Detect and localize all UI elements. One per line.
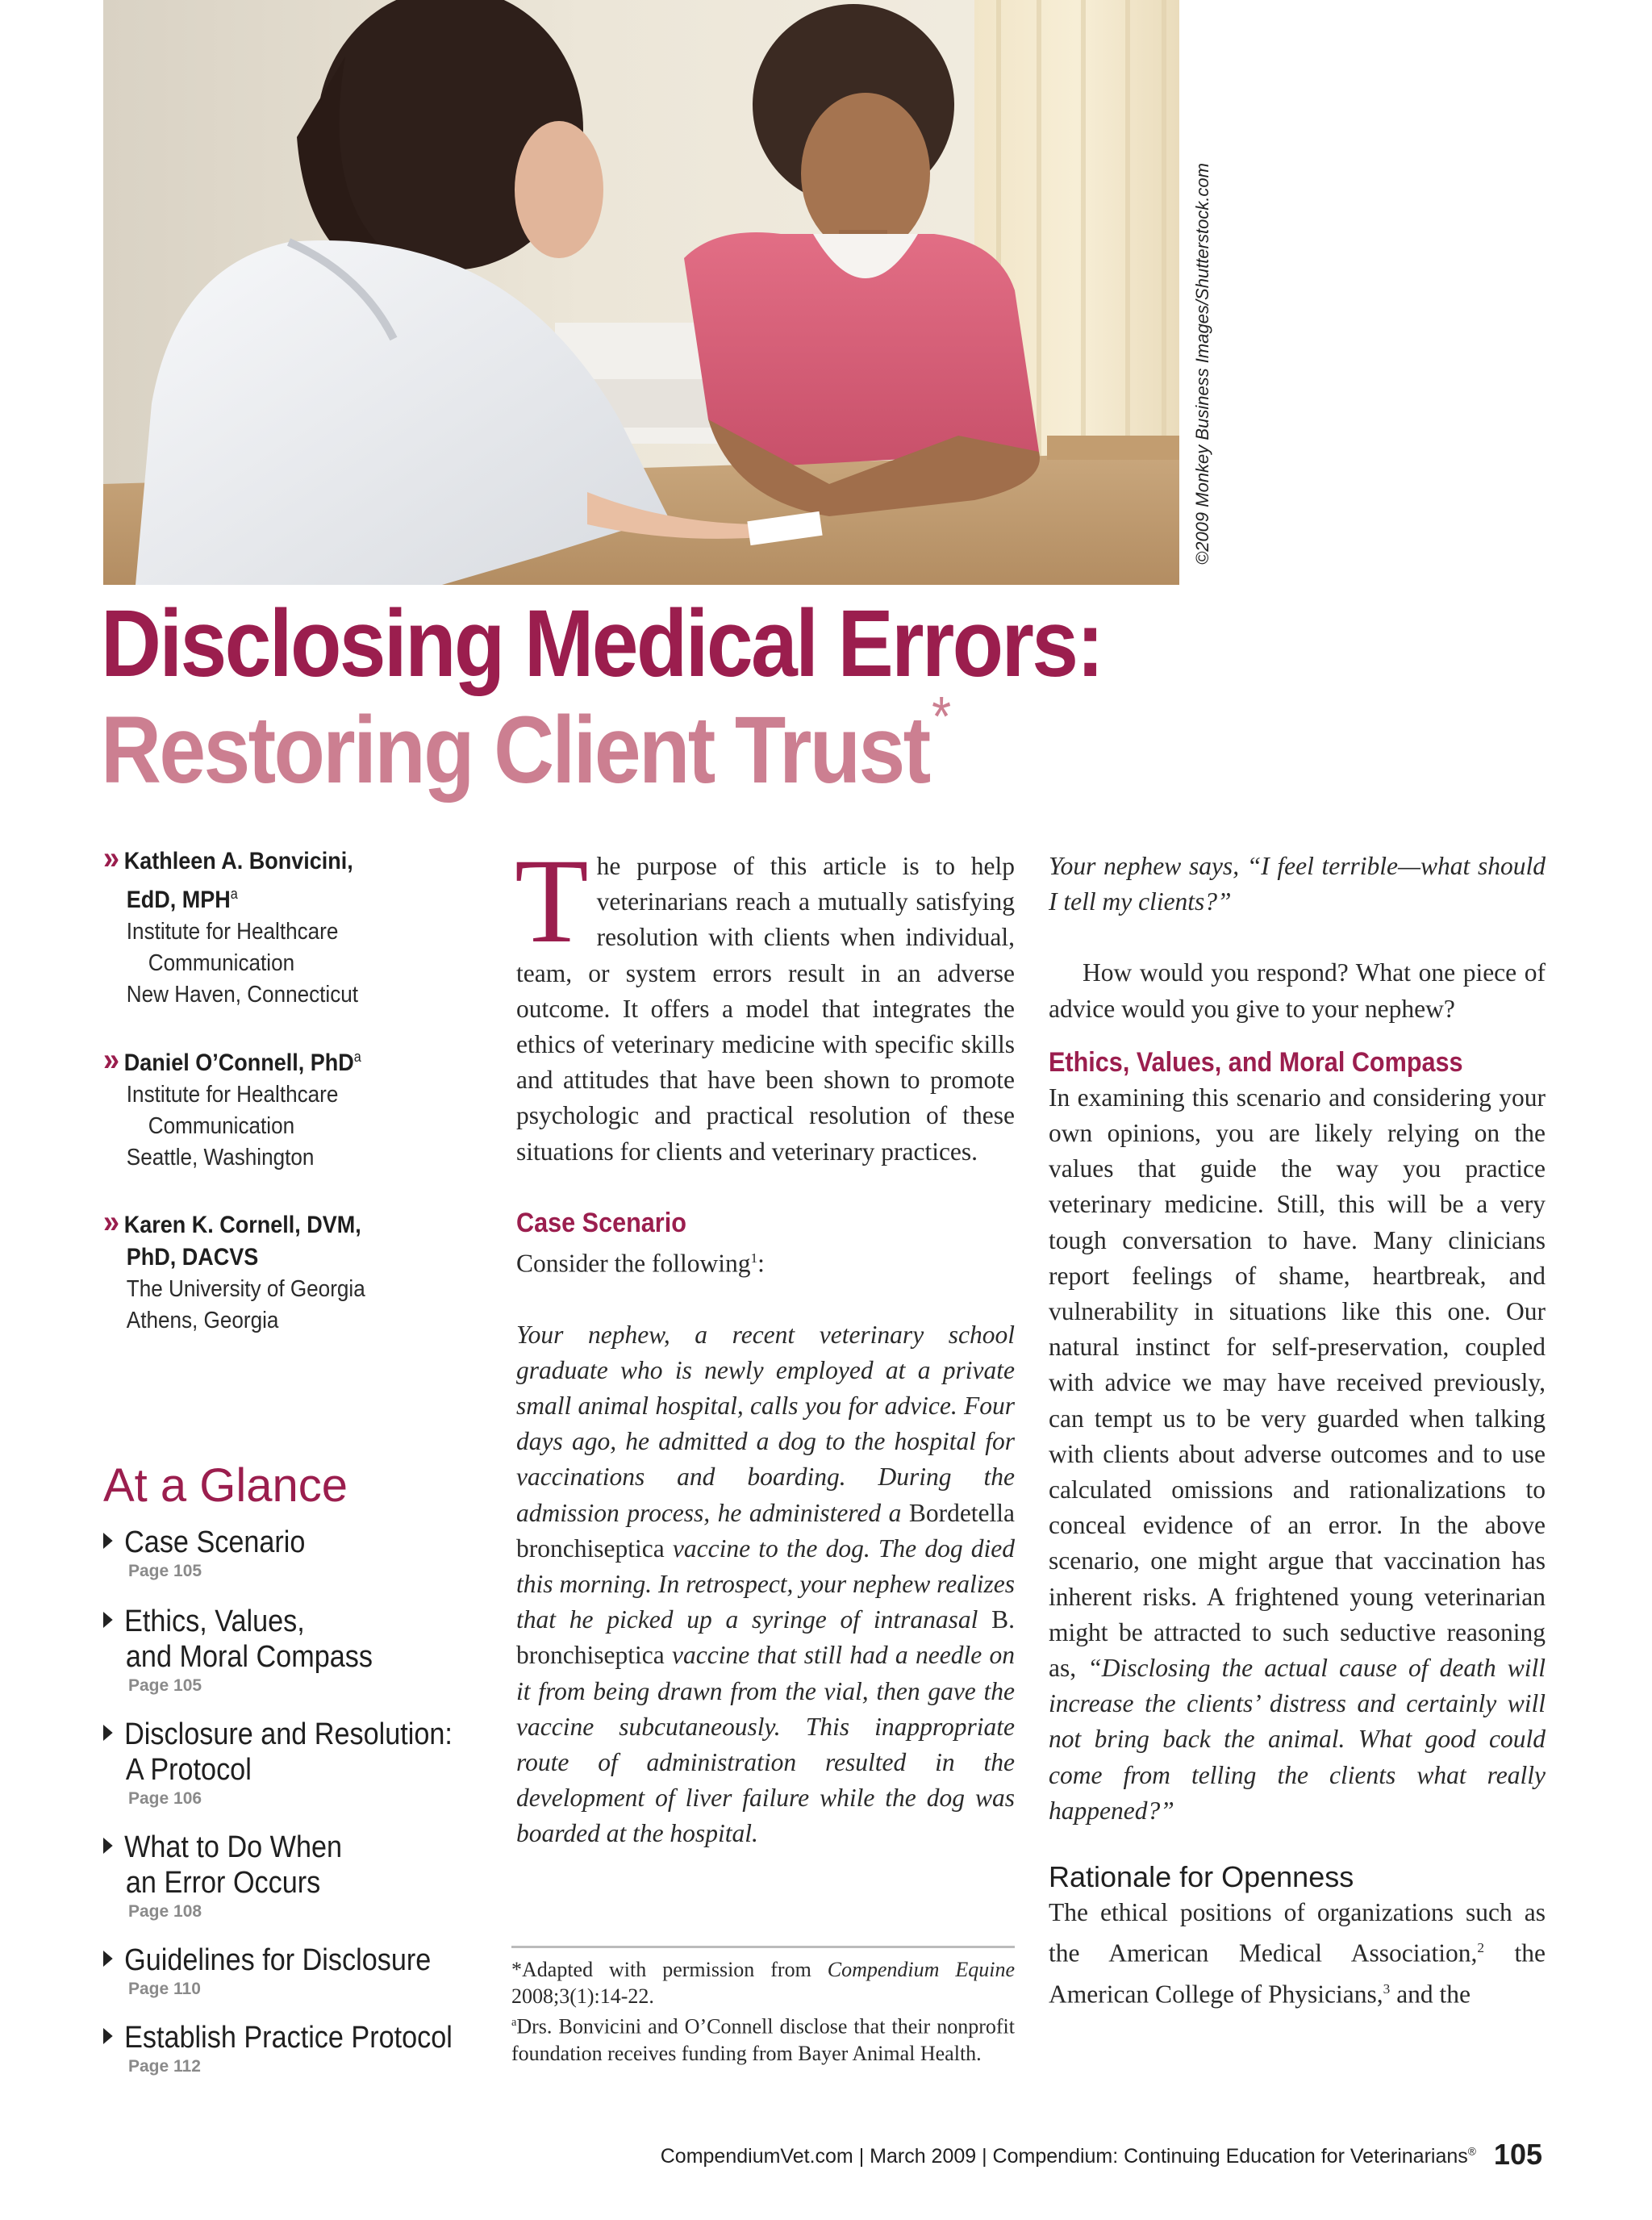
title-line-2-text: Restoring Client Trust [101,697,929,803]
glance-item-guidelines[interactable] [103,1942,467,2001]
chevron-icon: » [103,1042,115,1078]
body-column-2 [515,834,1016,1852]
glance-item-page: Page 108 [128,1902,202,1921]
glance-item-disclosure-protocol[interactable] [103,1717,491,1810]
author-3 [103,1206,394,1337]
triangle-bullet-icon [103,2028,113,2044]
footnote-1-journal: Compendium Equine [827,1958,1016,1981]
glance-item-page: Page 105 [128,1562,202,1580]
glance-item-label-cont: and Moral Compass [125,1640,373,1674]
nephew-quote: Your nephew says, “I feel terrible—what should I tell my clients?” [1049,852,1546,916]
chevron-icon: » [103,1204,115,1240]
author-1-aff-3: New Haven, Connecticut [126,982,359,1008]
author-2 [103,1041,390,1174]
intro-paragraph [515,834,1015,1170]
author-3-degrees: PhD, DACVS [126,1244,259,1271]
author-1-name: Kathleen A. Bonvicini, [123,848,353,874]
glance-item-label-cont: A Protocol [125,1753,252,1787]
glance-item-label: What to Do When [124,1830,343,1864]
triangle-bullet-icon [103,1838,113,1854]
author-1 [103,842,386,1011]
glance-item-label: Case Scenario [124,1525,306,1559]
intro-text: he purpose of this article is to help veterinarians reach a mutually satisfying resolution with clients when individual, team, or system errors result in an adverse outcome. It offers a model that integrates the ethics of veterinary medicine with specific skills and attitudes that have been shown to promote psychologic and practical resolution of these situations for clients and veterinary practices. [516,852,1015,1166]
scenario-text-a: Your nephew, a recent veterinary school graduate who is newly employed at a private small animal hospital, calls you for advice. Four days ago, he admitted a dog to the hospital for vaccinations and boarding. During the admission process, he administered a [516,1320,1015,1527]
glance-item-label: Establish Practice Protocol [124,2021,453,2055]
ethics-quote: “Disclosing the actual cause of death will increase the clients’ distress and certainly will not bring back the animal. What good could come from telling the clients what really happened?” [1049,1654,1546,1825]
scenario-paragraph [516,1317,1015,1852]
scenario-text-c: vaccine to the dog. The dog died this morning. In retrospect, your nephew realizes that he picked up a syringe of intranasal [516,1534,1015,1634]
author-2-aff-3: Seattle, Washington [126,1145,315,1171]
triangle-bullet-icon [103,1612,113,1628]
author-2-aff-2: Communication [148,1113,295,1139]
author-3-aff-2: Athens, Georgia [126,1308,279,1333]
scenario-species: Bordetella bronchiseptica [516,1498,1016,1563]
glance-item-page: Page 106 [128,1789,202,1808]
rationale-paragraph [1049,1895,1546,2013]
title-line-1: Disclosing Medical Errors: [101,590,1103,697]
footnotes [511,1946,1015,2067]
drop-cap: T [515,834,589,968]
chevron-icon: » [103,841,115,876]
author-2-aff-1: Institute for Healthcare [126,1082,339,1108]
hero-photo [103,0,1179,585]
author-3-name: Karen K. Cornell, DVM, [123,1212,361,1238]
author-1-aff-2: Communication [148,950,295,976]
scenario-text-e: vaccine that still had a needle on it from being drawn from the vial, then gave the vaccine subcutaneously. This inappropriate route of administration resulted in the development of liver failure while the dog was boarded at the hospital. [516,1641,1016,1848]
author-2-sup: a [353,1049,361,1065]
rationale-ref-1: 2 [1477,1940,1485,1956]
footnote-2 [511,2009,1015,2067]
footnote-2-text: Drs. Bonvicini and O’Connell disclose that their nonprofit foundation receives funding from Bayer Animal Health. [511,2014,1015,2065]
glance-item-case-scenario[interactable] [103,1525,327,1583]
glance-item-page: Page 105 [128,1676,202,1695]
rationale-text-b: the American College of Physicians, [1049,1938,1546,2009]
footnote-1-citation: 2008;3(1):14-22. [511,1984,654,2008]
title-line-2 [101,685,949,805]
glance-item-label: Disclosure and Resolution: [124,1717,453,1751]
at-a-glance-title: At a Glance [103,1459,348,1512]
rationale-text-a: The ethical positions of organizations such as the American Medical Association, [1049,1898,1546,1968]
ethics-paragraph [1049,1080,1546,1829]
photo-credit: ©2009 Monkey Business Images/Shutterstock.com [1192,163,1212,565]
rationale-text-c: and the [1390,1980,1471,2009]
case-intro-ref: 1 [750,1250,758,1266]
case-intro [516,1241,1015,1282]
glance-item-page: Page 110 [128,1980,201,1998]
glance-item-ethics[interactable] [103,1604,403,1697]
triangle-bullet-icon [103,1725,113,1741]
glance-item-label: Guidelines for Disclosure [124,1943,432,1977]
author-1-degrees: EdD, MPH [126,887,231,913]
title-footnote-mark: * [932,685,949,748]
glance-item-protocol[interactable] [103,2020,491,2078]
footnote-1 [511,1956,1015,2009]
consultation-photo [103,0,1179,585]
case-intro-text: Consider the following [516,1249,751,1278]
rationale-ref-2: 3 [1383,1980,1391,1997]
case-intro-end: : [757,1249,765,1278]
footer-text: CompendiumVet.com | March 2009 | Compendium: Continuing Education for Veterinarians [660,2145,1468,2168]
page-footer [0,2138,1542,2172]
author-1-aff-1: Institute for Healthcare [126,919,339,945]
triangle-bullet-icon [103,1533,113,1549]
page-number: 105 [1493,2138,1542,2171]
footer-registered-mark: ® [1467,2145,1476,2158]
ethics-text: In examining this scenario and considering your own opinions, you are likely relying on the values that guide the way you practice veterinary medicine. Still, this will be a very tough conversation to have. Many clinicians report feelings of shame, heartbreak, and vulnerability in situations like this one. Our natural instinct for self-preservation, coupled with advice we may have received previously, can tempt us to be very guarded when talking with clients about adverse outcomes and to use calculated omissions and rationalizations to conceal evidence of an error. In the above scenario, one might argue that vaccination has inherent risks. A frightened young veterinarian might be attracted to such seductive reasoning as, [1049,1083,1546,1683]
question-paragraph: How would you respond? What one piece of advice would you give to your nephew? [1049,958,1546,1023]
rationale-heading: Rationale for Openness [1049,1860,1354,1894]
case-scenario-heading: Case Scenario [516,1207,686,1238]
glance-item-error-occurs[interactable] [103,1830,369,1923]
author-1-sup: a [230,886,238,902]
body-column-3 [1049,849,1546,2013]
footnote-1-text: *Adapted with permission from [511,1958,811,1981]
scenario-species-2: B. bronchiseptica [516,1605,1016,1670]
glance-item-label-cont: an Error Occurs [125,1866,321,1900]
glance-item-label: Ethics, Values, [124,1604,305,1638]
footnote-2-mark: a [511,2016,517,2029]
author-2-name: Daniel O’Connell, PhD [123,1049,354,1076]
glance-item-page: Page 112 [128,2057,201,2076]
triangle-bullet-icon [103,1951,113,1967]
ethics-heading: Ethics, Values, and Moral Compass [1049,1046,1463,1078]
author-3-aff-1: The University of Georgia [126,1276,365,1302]
